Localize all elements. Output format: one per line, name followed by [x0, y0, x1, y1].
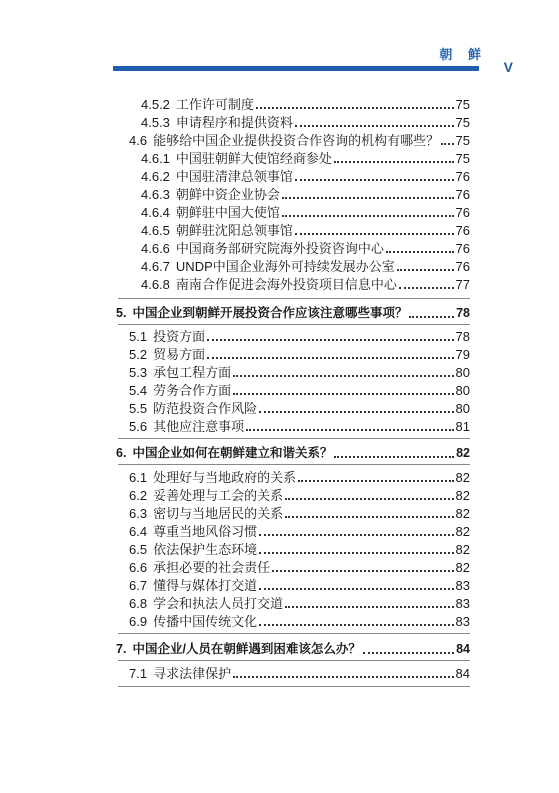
toc-leader-dots [259, 534, 453, 536]
toc-entry-number: 5.2 [129, 347, 148, 362]
toc-entry-page: 80 [455, 383, 470, 398]
toc-entry-page: 75 [455, 115, 470, 130]
toc-entry-page: 76 [455, 241, 470, 256]
toc-leader-dots [259, 411, 453, 413]
toc-entry-page: 82 [455, 542, 470, 557]
toc-entry-title: 贸易方面 [153, 347, 206, 362]
toc-leader-dots [285, 516, 453, 518]
toc-entry-page: 75 [455, 133, 470, 148]
toc-leader-dots [233, 375, 453, 377]
toc-entry-title: 寻求法律保护 [153, 666, 232, 681]
toc-entry-title: 懂得与媒体打交道 [153, 578, 258, 593]
toc-leader-dots [256, 107, 454, 109]
toc-leader-dots [259, 588, 453, 590]
toc-entry-title: 能够给中国企业提供投资合作咨询的机构有哪些？ [153, 133, 440, 148]
toc-entry-page: 76 [455, 223, 470, 238]
toc-entry-number: 4.5.2 [141, 97, 170, 112]
toc-entry-title: 工作许可制度 [175, 97, 254, 112]
section-divider [118, 298, 470, 299]
toc-entry[interactable] [141, 114, 470, 131]
toc-leader-dots [282, 215, 454, 217]
toc-entry-title: 中国驻朝鲜大使馆经商参处 [175, 151, 332, 166]
toc-entry-number: 6.8 [129, 596, 148, 611]
toc-leader-dots [282, 197, 454, 199]
toc-leader-dots [285, 498, 453, 500]
toc-entry[interactable] [129, 418, 470, 435]
toc-entry-title: 投资方面 [153, 329, 206, 344]
toc-leader-dots [259, 552, 453, 554]
toc-entry[interactable] [141, 186, 470, 203]
page-number: V [503, 59, 513, 75]
toc-leader-dots [441, 143, 453, 145]
toc-entry-title: 尊重当地风俗习惯 [153, 524, 258, 539]
toc-entry-title: 依法保护生态环境 [153, 542, 258, 557]
toc-entry-number: 4.6.4 [141, 205, 170, 220]
toc-entry-page: 79 [455, 347, 470, 362]
toc-leader-dots [334, 161, 454, 163]
toc-section-7[interactable] [116, 641, 470, 658]
toc-entry-number: 6. [116, 446, 127, 460]
toc-entry-page: 84 [455, 666, 470, 681]
toc-leader-dots [397, 269, 454, 271]
section-divider [118, 438, 470, 439]
toc-entry-page: 80 [455, 401, 470, 416]
toc-entry-number: 6.7 [129, 578, 148, 593]
toc-entry-number: 5.4 [129, 383, 148, 398]
toc-leader-dots [272, 570, 453, 572]
toc-entry-number: 6.4 [129, 524, 148, 539]
toc-entry-title: 中国企业/人员在朝鲜遇到困难该怎么办？ [132, 642, 361, 656]
toc-entry[interactable] [141, 222, 470, 239]
toc-entry-page: 78 [456, 306, 470, 320]
toc-entry-title: 密切与当地居民的关系 [153, 506, 284, 521]
toc-entry-page: 75 [455, 151, 470, 166]
toc-entry-page: 82 [455, 488, 470, 503]
toc-entry-title: 传播中国传统文化 [153, 614, 258, 629]
toc-entry-number: 4.5.3 [141, 115, 170, 130]
toc-entry-number: 5.1 [129, 329, 148, 344]
toc-entry-number: 4.6.1 [141, 151, 170, 166]
toc-entry[interactable] [129, 346, 470, 363]
toc-entry-title: 申请程序和提供资料 [175, 115, 293, 130]
toc-leader-dots [285, 606, 453, 608]
toc-entry[interactable] [129, 382, 470, 399]
toc-entry[interactable] [129, 595, 470, 612]
toc-entry[interactable] [141, 276, 470, 293]
toc-entry-page: 80 [455, 365, 470, 380]
toc-entry-number: 6.2 [129, 488, 148, 503]
toc-entry-number: 7.1 [129, 666, 148, 681]
toc-entry-page: 82 [455, 470, 470, 485]
toc-leader-dots [233, 393, 453, 395]
toc-entry-title: 中国企业如何在朝鲜建立和谐关系？ [132, 446, 333, 460]
toc-entry-page: 76 [455, 259, 470, 274]
toc-leader-dots [409, 316, 454, 318]
toc-entry-title: 南南合作促进会海外投资项目信息中心 [175, 277, 397, 292]
toc-leader-dots [259, 624, 453, 626]
toc-leader-dots [295, 179, 454, 181]
toc-entry-page: 81 [455, 419, 470, 434]
toc-entry[interactable] [129, 523, 470, 540]
toc-entry-title: 防范投资合作风险 [153, 401, 258, 416]
toc-entry-title: 中国驻清津总领事馆 [175, 169, 293, 184]
toc-leader-dots [246, 429, 453, 431]
toc-entry-page: 76 [455, 169, 470, 184]
toc-leader-dots [295, 233, 454, 235]
toc-entry[interactable] [129, 487, 470, 504]
toc-entry-page: 76 [455, 187, 470, 202]
toc-section-5[interactable] [116, 305, 470, 322]
toc-entry-page: 82 [455, 524, 470, 539]
toc-entry-number: 4.6.3 [141, 187, 170, 202]
toc-entry[interactable] [141, 96, 470, 113]
toc-leader-dots [207, 339, 453, 341]
toc-entry[interactable] [129, 328, 470, 345]
toc-entry-title: 承包工程方面 [153, 365, 232, 380]
running-header-title: 朝 鲜 [439, 47, 487, 62]
toc-entry-number: 5. [116, 306, 127, 320]
toc-entry-number: 4.6.8 [141, 277, 170, 292]
toc-entry-page: 82 [455, 560, 470, 575]
toc-entry[interactable] [129, 400, 470, 417]
toc-entry-number: 6.1 [129, 470, 148, 485]
toc-entry-title: 承担必要的社会责任 [153, 560, 271, 575]
section-divider [118, 633, 470, 634]
toc-entry-page: 84 [456, 642, 470, 656]
toc-leader-dots [363, 652, 454, 654]
toc-entry-page: 76 [455, 205, 470, 220]
toc-entry[interactable] [129, 559, 470, 576]
toc-entry-title: 妥善处理与工会的关系 [153, 488, 284, 503]
toc-entry-number: 4.6.5 [141, 223, 170, 238]
toc-entry[interactable] [129, 577, 470, 594]
toc-entry-number: 4.6.7 [141, 259, 170, 274]
toc-entry-title: 朝鲜中资企业协会 [175, 187, 280, 202]
toc-entry-page: 83 [455, 578, 470, 593]
toc-entry-title: 朝鲜驻中国大使馆 [175, 205, 280, 220]
toc-leader-dots [298, 480, 453, 482]
toc-entry[interactable] [141, 258, 470, 275]
toc-entry[interactable] [141, 168, 470, 185]
toc-entry-number: 4.6 [129, 133, 148, 148]
toc-entry-page: 82 [455, 506, 470, 521]
toc-entry-title: 其他应注意事项 [153, 419, 245, 434]
toc-section-6[interactable] [116, 445, 470, 462]
toc-leader-dots [334, 456, 454, 458]
section-divider [118, 324, 470, 325]
toc-entry[interactable] [141, 150, 470, 167]
toc-entry[interactable] [129, 364, 470, 381]
toc-entry[interactable] [141, 204, 470, 221]
section-divider [118, 686, 470, 687]
toc-entry-number: 6.5 [129, 542, 148, 557]
toc-entry-page: 83 [455, 614, 470, 629]
toc-entry-title: 学会和执法人员打交道 [153, 596, 284, 611]
toc-entry-title: 中国企业到朝鲜开展投资合作应该注意哪些事项？ [132, 306, 408, 320]
toc-entry[interactable] [129, 132, 470, 149]
section-divider [118, 464, 470, 465]
toc-entry-number: 4.6.6 [141, 241, 170, 256]
toc-entry[interactable] [129, 541, 470, 558]
toc-entry[interactable] [141, 240, 470, 257]
section-divider [118, 660, 470, 661]
toc-entry-number: 5.5 [129, 401, 148, 416]
toc-entry-number: 6.6 [129, 560, 148, 575]
toc-entry[interactable] [129, 613, 470, 630]
toc-entry-title: 中国商务部研究院海外投资咨询中心 [175, 241, 384, 256]
toc-leader-dots [233, 676, 453, 678]
toc-entry[interactable] [129, 469, 470, 486]
toc-entry-page: 77 [455, 277, 470, 292]
toc-entry-page: 82 [456, 446, 470, 460]
toc-entry[interactable] [129, 505, 470, 522]
toc-leader-dots [386, 251, 454, 253]
toc-entry-number: 6.3 [129, 506, 148, 521]
toc-entry-page: 75 [455, 97, 470, 112]
toc-leader-dots [295, 125, 454, 127]
toc-entry-number: 7. [116, 642, 127, 656]
toc-entry-title: UNDP中国企业海外可持续发展办公室 [175, 259, 395, 274]
toc-entry-number: 4.6.2 [141, 169, 170, 184]
toc-entry-page: 78 [455, 329, 470, 344]
toc-entry[interactable] [129, 665, 470, 682]
toc-entry-title: 劳务合作方面 [153, 383, 232, 398]
toc-entry-title: 朝鲜驻沈阳总领事馆 [175, 223, 293, 238]
toc-entry-number: 5.3 [129, 365, 148, 380]
toc-entry-title: 处理好与当地政府的关系 [153, 470, 297, 485]
toc-entry-page: 83 [455, 596, 470, 611]
toc-leader-dots [399, 287, 454, 289]
toc-leader-dots [207, 357, 453, 359]
toc-entry-number: 6.9 [129, 614, 148, 629]
toc-entry-number: 5.6 [129, 419, 148, 434]
